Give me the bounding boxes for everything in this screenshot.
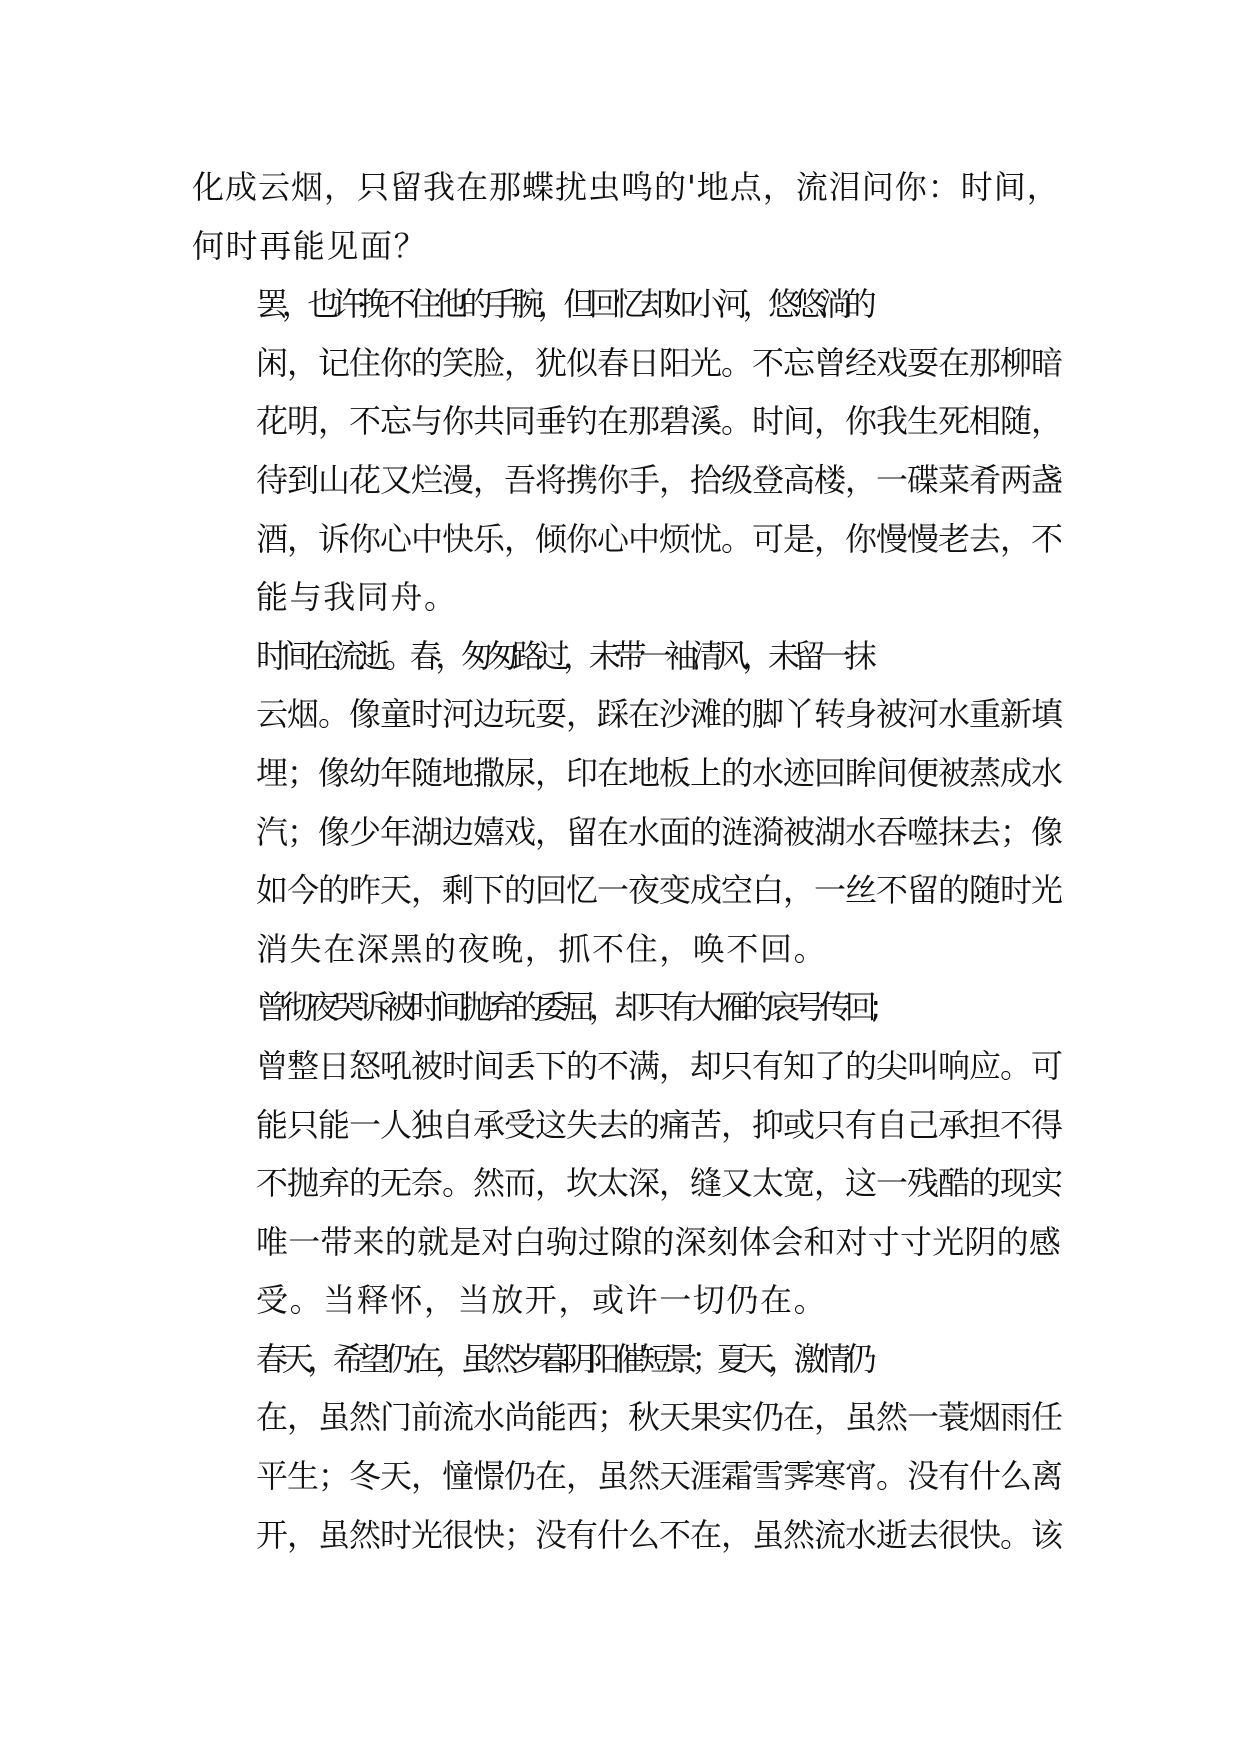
paragraph-0 [192,158,1062,275]
text-line: 汽；像少年湖边嬉戏，留在水面的涟漪被湖水吞噬抹去；像 [256,812,1063,851]
text-line: 埋；像幼年随地撒尿，印在地板上的水迹回眸间便被蒸成水 [256,753,1063,792]
text-line: 化成云烟，只留我在那蝶扰虫鸣的'地点，流泪问你：时间， [192,168,1060,206]
text-line: 唯一带来的就是对白驹过隙的深刻体会和对寸寸光阴的感 [256,1222,1062,1261]
text-line: 能与我同舟。 [256,578,458,617]
text-line: 消失在深黑的夜晚，抓不住，唤不回。 [256,929,828,968]
text-line: 曾整日怒吼被时间丢下的不满，却只有知了的尖叫响应。可 [256,1046,1063,1085]
text-line: 如今的昨天，剩下的回忆一夜变成空白，一丝不留的随时光 [256,871,1063,910]
text-line: 时间在流逝。春，匆匆路过，未带一袖清风，未留一抹 [256,636,871,675]
text-line: 待到山花又烂漫，吾将携你手，拾级登高楼，一碟菜肴两盏 [256,460,1063,499]
paragraph-4 [192,1330,1062,1564]
text-line: 开，虽然时光很快；没有什么不在，虽然流水逝去很快。该 [256,1515,1063,1554]
text-line: 云烟。像童时河边玩耍，踩在沙滩的脚丫转身被河水重新填 [256,695,1063,734]
text-line: 酒，诉你心中快乐，倾你心中烦忧。可是，你慢慢老去，不 [256,519,1063,558]
text-line: 闲，记住你的笑脸，犹似春日阳光。不忘曾经戏耍在那柳暗 [256,343,1063,382]
paragraph-1 [192,275,1062,627]
text-line: 不抛弃的无奈。然而，坎太深，缝又太宽，这一残酷的现实 [256,1164,1063,1203]
paragraph-2 [192,627,1062,979]
text-line: 何时再能见面？ [192,226,428,265]
text-line: 罢，也许挽不住他的手腕，但回忆却如小河，悠悠淌的 [256,285,871,324]
text-line: 春天，希望仍在，虽然岁暮阴阳催短景；夏天，激情仍 [256,1339,871,1378]
text-line: 在，虽然门前流水尚能西；秋天果实仍在，虽然一蓑烟雨任 [256,1398,1063,1437]
text-line: 曾彻夜哭诉被时间抛弃的委屈，却只有大雁的哀号传回; [256,988,875,1027]
paragraph-3 [192,978,1062,1330]
text-line: 能只能一人独自承受这失去的痛苦，抑或只有自己承担不得 [256,1105,1063,1144]
document-body [192,158,1062,1564]
text-line: 受。当释怀，当放开，或许一切仍在。 [256,1281,828,1320]
text-line: 花明，不忘与你共同垂钓在那碧溪。时间，你我生死相随， [256,402,1063,441]
text-line: 平生；冬天，憧憬仍在，虽然天涯霜雪霁寒宵。没有什么离 [256,1457,1063,1496]
